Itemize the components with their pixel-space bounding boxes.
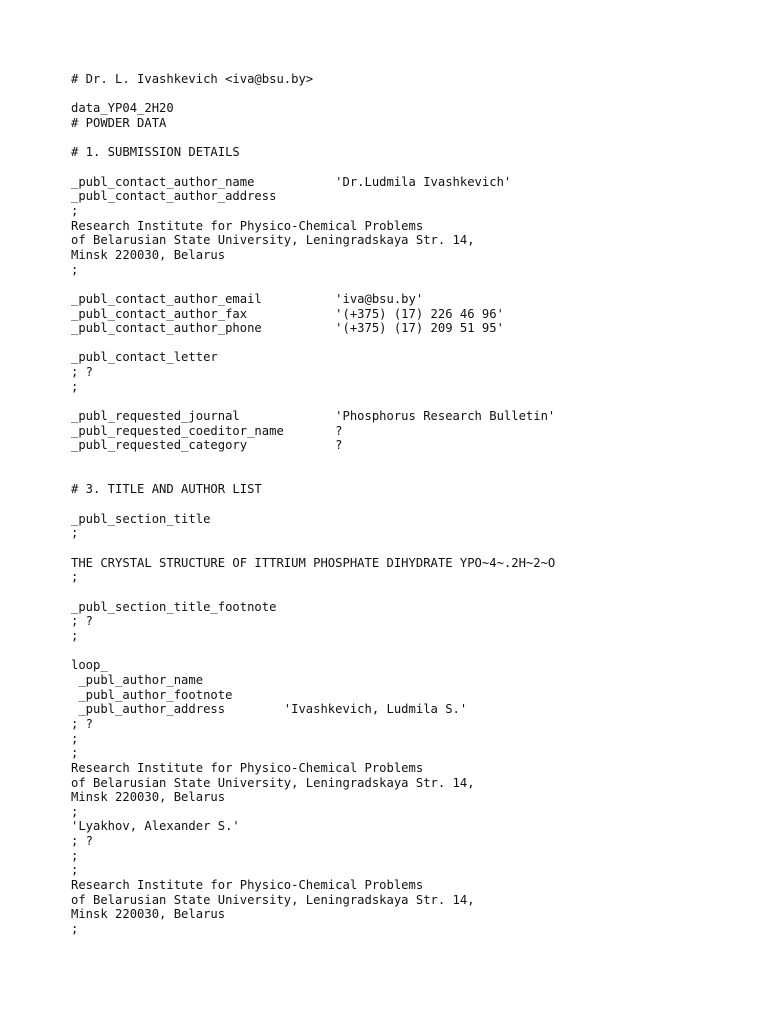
document-line: _publ_contact_author_email 'iva@bsu.by' — [71, 291, 424, 306]
document-line: of Belarusian State University, Leningradskaya Str. 14, — [71, 233, 475, 248]
document-line: ; ? — [71, 365, 94, 380]
document-line: # Dr. L. Ivashkevich <iva@bsu.by> — [71, 72, 314, 86]
document-line: ; ? — [71, 716, 94, 731]
document-line: # 1. SUBMISSION DETAILS — [71, 145, 240, 160]
document-line: _publ_requested_coeditor_name ? — [71, 423, 343, 438]
document-line: ; — [71, 526, 79, 541]
document-line: _publ_requested_journal 'Phosphorus Research Bulletin' — [71, 409, 556, 424]
cif-document-text — [71, 72, 555, 937]
document-line: ; — [71, 746, 79, 761]
document-line: 'Lyakhov, Alexander S.' — [71, 819, 240, 834]
document-line: Research Institute for Physico-Chemical Problems — [71, 878, 424, 893]
document-line: ; — [71, 731, 79, 746]
document-line: _publ_section_title_footnote — [71, 599, 277, 614]
document-line: Minsk 220030, Belarus — [71, 247, 226, 262]
document-line: _publ_contact_author_fax '(+375) (17) 226 46 96' — [71, 306, 504, 321]
document-line: ; ? — [71, 834, 94, 849]
document-line: _publ_author_address 'Ivashkevich, Ludmila S.' — [71, 702, 468, 717]
document-line: _publ_contact_author_address — [71, 189, 277, 204]
document-line: loop_ — [71, 658, 108, 673]
document-line: _publ_author_footnote — [71, 687, 233, 702]
document-line: # 3. TITLE AND AUTHOR LIST — [71, 482, 262, 497]
document-line: ; — [71, 628, 79, 643]
document-line: # POWDER DATA — [71, 115, 167, 130]
document-line: data_YP04_2H20 — [71, 101, 174, 116]
document-line: ; — [71, 570, 79, 585]
document-line: _publ_author_name — [71, 672, 204, 687]
document-line: THE CRYSTAL STRUCTURE OF ITTRIUM PHOSPHATE DIHYDRATE YPO~4~.2H~2~O — [71, 555, 556, 570]
document-line: _publ_section_title — [71, 511, 211, 526]
document-line: Minsk 220030, Belarus — [71, 790, 226, 805]
document-line: of Belarusian State University, Leningradskaya Str. 14, — [71, 892, 475, 907]
document-line: ; — [71, 848, 79, 863]
document-line: ; — [71, 804, 79, 819]
document-line: Research Institute for Physico-Chemical Problems — [71, 760, 424, 775]
document-line: Research Institute for Physico-Chemical Problems — [71, 218, 424, 233]
document-line: Minsk 220030, Belarus — [71, 907, 226, 922]
document-line: _publ_contact_author_name 'Dr.Ludmila Ivashkevich' — [71, 174, 512, 189]
document-line: ; — [71, 863, 79, 878]
document-line: of Belarusian State University, Leningradskaya Str. 14, — [71, 775, 475, 790]
document-line: _publ_requested_category ? — [71, 438, 343, 453]
document-line: ; — [71, 922, 79, 937]
document-line: ; — [71, 379, 79, 394]
document-line: ; — [71, 203, 79, 218]
document-line: ; ? — [71, 614, 94, 629]
document-line: ; — [71, 262, 79, 277]
document-line: _publ_contact_author_phone '(+375) (17) 209 51 95' — [71, 321, 504, 336]
document-line: _publ_contact_letter — [71, 350, 218, 365]
